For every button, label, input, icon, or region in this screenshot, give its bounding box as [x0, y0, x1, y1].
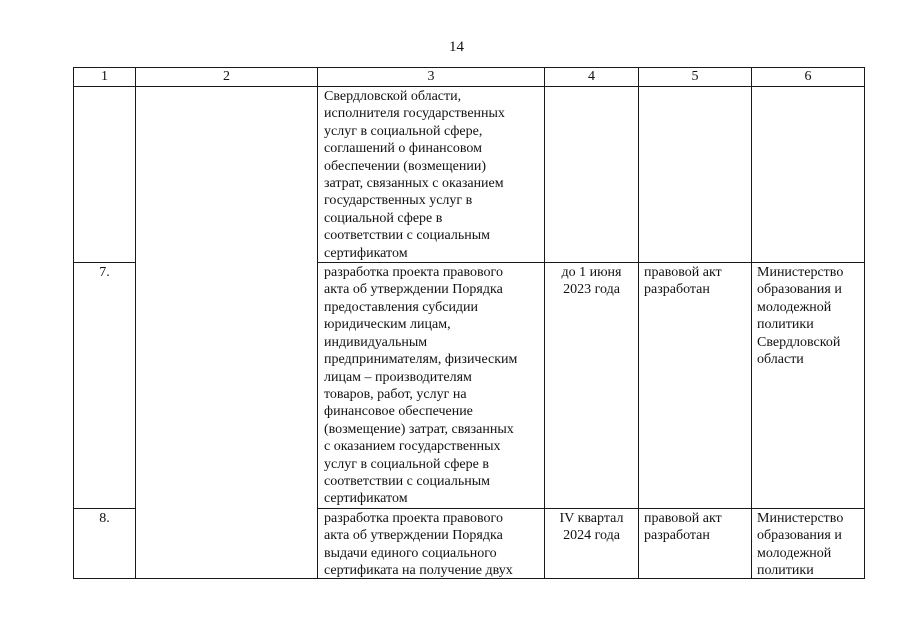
text-line: 2024 года: [563, 528, 620, 544]
description-cell: [318, 508, 545, 578]
result-cell: [639, 263, 752, 509]
text-line: с оказанием государственных: [324, 439, 501, 455]
description-cell: [318, 263, 545, 509]
task-cell: [136, 87, 318, 579]
text-line: Свердловской области,: [324, 89, 462, 104]
text-line: разработка проекта правового: [324, 510, 503, 526]
text-line: индивидуальным: [324, 334, 428, 350]
text-line: социальной сфере в: [324, 210, 443, 226]
text-line: молодежной: [757, 545, 832, 561]
text-line: до 1 июня: [561, 265, 622, 281]
column-header: 3: [318, 68, 545, 87]
deadline-cell: [545, 508, 639, 578]
plan-table: [73, 67, 865, 579]
text-line: акта об утверждении Порядка: [324, 528, 503, 544]
text-line: правовой акт: [644, 265, 722, 281]
text-line: лицам – производителям: [324, 369, 472, 385]
responsible-cell: [752, 87, 865, 263]
text-line: разработан: [644, 528, 710, 544]
text-line: Свердловской: [757, 334, 841, 350]
row-number-cell: [74, 87, 136, 263]
text-line: сертификатом: [324, 491, 408, 507]
column-header: 5: [639, 68, 752, 87]
text-line: затрат, связанных с оказанием: [324, 176, 504, 192]
text-line: образования и: [757, 282, 842, 298]
text-line: товаров, работ, услуг на: [324, 386, 467, 402]
text-line: сертификатом: [324, 245, 408, 261]
text-line: (возмещение) затрат, связанных: [324, 421, 514, 437]
description-cell: [318, 87, 545, 263]
text-line: IV квартал: [559, 510, 624, 526]
text-line: соответствии с социальным: [324, 228, 490, 244]
page-number: 14: [449, 39, 464, 55]
column-header: 4: [545, 68, 639, 87]
text-line: акта об утверждении Порядка: [324, 282, 503, 298]
responsible-cell: [752, 263, 865, 509]
text-line: предоставления субсидии: [324, 299, 479, 315]
text-line: Министерство: [757, 265, 844, 281]
text-line: выдачи единого социального: [324, 545, 497, 561]
text-line: исполнителя государственных: [324, 106, 505, 122]
deadline-cell: [545, 263, 639, 509]
table-row: [74, 87, 865, 263]
text-line: разработан: [644, 282, 710, 298]
text-line: молодежной: [757, 299, 832, 315]
text-line: Министерство: [757, 510, 844, 526]
text-line: политики: [757, 562, 814, 578]
text-line: области: [757, 352, 804, 368]
text-line: соответствии с социальным: [324, 473, 490, 489]
column-header: 1: [74, 68, 136, 87]
column-header: 2: [136, 68, 318, 87]
text-line: соглашений о финансовом: [324, 141, 482, 157]
text-line: сертификата на получение двух: [324, 562, 513, 578]
text-line: 2023 года: [563, 282, 620, 298]
column-header: 6: [752, 68, 865, 87]
row-number-cell: 8.: [74, 508, 136, 578]
text-line: образования и: [757, 528, 842, 544]
text-line: услуг в социальной сфере,: [324, 123, 483, 139]
text-line: государственных услуг в: [324, 193, 473, 209]
table-header-row: [74, 68, 865, 87]
text-line: разработка проекта правового: [324, 265, 503, 281]
text-line: предпринимателям, физическим: [324, 352, 518, 368]
result-cell: [639, 508, 752, 578]
text-line: политики: [757, 317, 814, 333]
text-line: правовой акт: [644, 510, 722, 526]
text-line: услуг в социальной сфере в: [324, 456, 489, 472]
text-line: финансовое обеспечение: [324, 404, 473, 420]
row-number-cell: 7.: [74, 263, 136, 509]
text-line: юридическим лицам,: [324, 317, 451, 333]
deadline-cell: [545, 87, 639, 263]
responsible-cell: [752, 508, 865, 578]
text-line: обеспечении (возмещении): [324, 158, 487, 174]
result-cell: [639, 87, 752, 263]
